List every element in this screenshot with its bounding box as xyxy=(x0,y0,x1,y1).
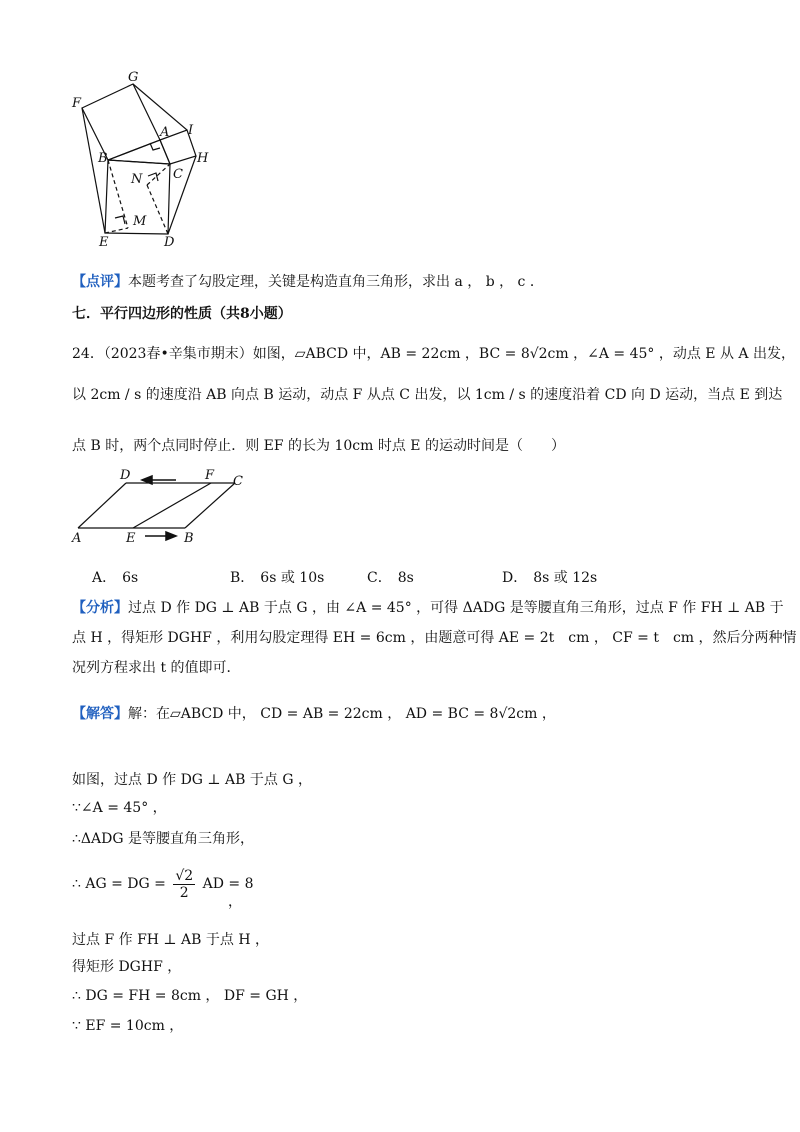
label-I: I xyxy=(188,123,194,138)
solution-line-3: ∵∠A = 45° ， xyxy=(72,800,167,816)
figure-parallelogram xyxy=(70,468,250,548)
solution-line5-left: ∴ AG = DG = xyxy=(72,876,166,892)
comment-text: 本题考查了勾股定理，关键是构造直角三角形，求出 a ， b ， c ． xyxy=(128,274,544,290)
solution-line-4: ∴ΔADG 是等腰直角三角形， xyxy=(72,831,254,847)
figure-pythagoras-squares xyxy=(70,68,220,253)
option-b[interactable] xyxy=(230,567,324,587)
solution-line5-right: AD = 8 xyxy=(202,876,254,892)
label-H: H xyxy=(197,151,209,166)
analysis-text-1: 过点 D 作 DG ⊥ AB 于点 G ，由 ∠A = 45° ，可得 ΔADG 是等腰直角三角形，过点 F 作 FH ⊥ AB 于 xyxy=(128,600,784,616)
label-M: M xyxy=(133,214,147,229)
fraction-numerator: √2 xyxy=(175,867,194,884)
label-D: D xyxy=(164,235,175,250)
question-line-1: 24．（2023春•辛集市期末）如图，▱ABCD 中，AB = 22cm ，BC = 8√2cm ，∠A = 45° ，动点 E 从 A 出发， xyxy=(72,346,795,362)
analysis-tag: 【分析】 xyxy=(72,600,128,616)
label-N: N xyxy=(131,172,143,187)
section-title: 七．平行四边形的性质（共8小题） xyxy=(72,306,292,322)
question-line-2: 以 2cm / s 的速度沿 AB 向点 B 运动，动点 F 从点 C 出发，以 1cm / s 的速度沿着 CD 向 D 运动，当点 E 到达 xyxy=(72,387,783,403)
solution-text-1: 解：在▱ABCD 中， CD = AB = 22cm ， AD = BC = 8√2cm ， xyxy=(128,706,556,722)
option-a-text: 6s xyxy=(122,570,139,586)
label-F2: F xyxy=(205,468,215,483)
solution-line-7: 得矩形 DGHF ， xyxy=(72,959,182,975)
option-a[interactable] xyxy=(92,567,138,587)
label-B: B xyxy=(98,151,108,166)
option-c-text: 8s xyxy=(397,570,414,586)
solution-line-1 xyxy=(72,704,556,724)
option-c[interactable] xyxy=(367,567,414,587)
label-A: A xyxy=(160,125,170,140)
label-A2: A xyxy=(72,531,82,546)
analysis-line-1 xyxy=(72,598,784,618)
option-b-label: B． xyxy=(230,570,255,586)
option-c-label: C． xyxy=(367,570,392,586)
label-D2: D xyxy=(120,468,131,483)
question-line-3: 点 B 时，两个点同时停止．则 EF 的长为 10cm 时点 E 的运动时间是（ ） xyxy=(72,438,565,454)
analysis-line-2: 点 H ，得矩形 DGHF ，利用勾股定理得 EH = 6cm ，由题意可得 AE = 2t cm ， CF = t cm ，然后分两种情 xyxy=(72,630,797,646)
fraction-sqrt2-over-2 xyxy=(173,868,195,901)
solution-line-6: 过点 F 作 FH ⊥ AB 于点 H ， xyxy=(72,932,270,948)
comment-line xyxy=(72,272,544,292)
fraction-denominator: 2 xyxy=(179,884,189,901)
label-B2: B xyxy=(184,531,194,546)
option-d-text: 8s 或 12s xyxy=(533,570,598,586)
solution-line-2: 如图，过点 D 作 DG ⊥ AB 于点 G ， xyxy=(72,772,312,788)
analysis-line-3: 况列方程求出 t 的值即可． xyxy=(72,660,241,676)
option-d-label: D． xyxy=(502,570,528,586)
solution-line-5 xyxy=(72,866,253,902)
label-G: G xyxy=(128,70,139,85)
solution-line-9: ∵ EF = 10cm ， xyxy=(72,1018,184,1034)
label-F: F xyxy=(72,96,82,111)
solution-line-8: ∴ DG = FH = 8cm ， DF = GH ， xyxy=(72,988,308,1004)
label-C: C xyxy=(173,167,183,182)
option-a-label: A． xyxy=(92,570,117,586)
solution-line5-comma: ， xyxy=(228,894,242,910)
solution-tag: 【解答】 xyxy=(72,706,128,722)
label-C2: C xyxy=(233,474,243,489)
label-E2: E xyxy=(126,531,136,546)
option-d[interactable] xyxy=(502,567,597,587)
comment-tag: 【点评】 xyxy=(72,274,128,290)
option-b-text: 6s 或 10s xyxy=(260,570,325,586)
label-E: E xyxy=(99,235,109,250)
